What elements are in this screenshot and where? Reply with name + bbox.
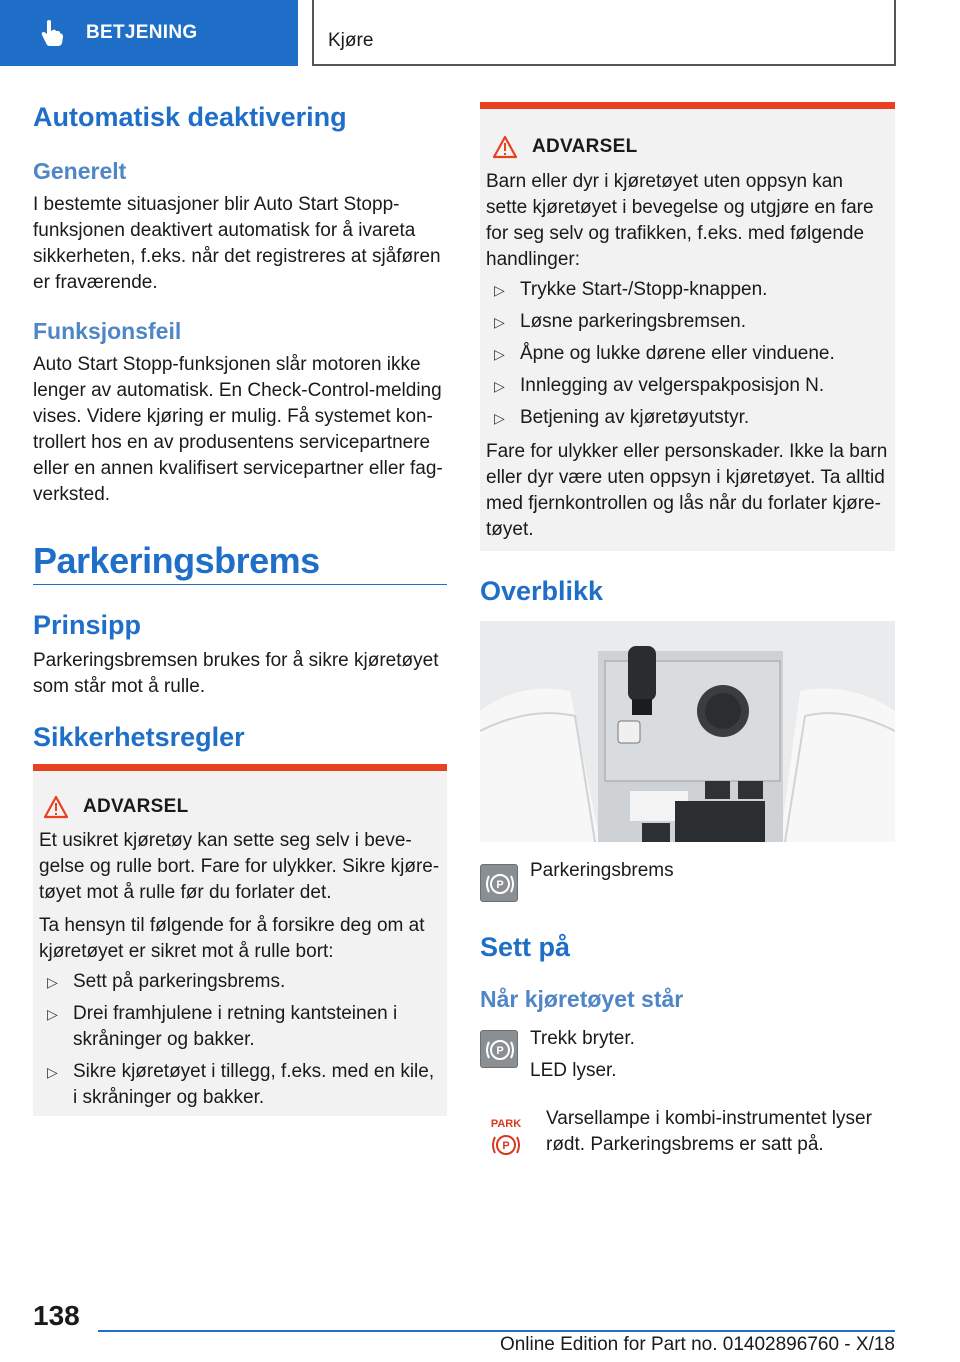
list-item: ▷ Trykke Start-/Stopp-knappen. <box>484 277 767 303</box>
warning-header <box>492 135 638 159</box>
principle-text: Parkeringsbremsen brukes for å sikre kjøretøyet som står mot å rulle. <box>33 650 439 697</box>
step-led-lights: LED lyser. <box>530 1060 617 1081</box>
center-console-photo <box>480 621 895 842</box>
park-warning-lamp-icon <box>486 1116 526 1160</box>
parking-brake-switch-icon <box>480 864 518 902</box>
hand-pointer-icon <box>40 19 64 47</box>
auto-deactivation-heading: Automatisk deaktivering <box>33 102 347 132</box>
bullet-triangle-icon: ▷ <box>494 410 505 426</box>
bullet-triangle-icon: ▷ <box>494 282 505 298</box>
warning-header <box>43 795 189 819</box>
general-heading: Generelt <box>33 158 127 184</box>
fault-text: Auto Start Stopp-funksjonen slår motoren ikke lenger av automatisk. En Check-Control-melding vises. Videre kjøring er mulig. Få systemet kon- trollert hos en av produsentens servicepartnere eller en annen kvalifisert servicepartner eller fag- verksted. <box>33 354 443 505</box>
photo-caption: Parkeringsbrems <box>530 860 674 881</box>
warning-title: ADVARSEL <box>532 136 638 157</box>
svg-text:P: P <box>496 1045 504 1057</box>
warning-box-left <box>33 764 447 1116</box>
standing-heading: Når kjøretøyet står <box>480 986 684 1012</box>
bullet-triangle-icon: ▷ <box>494 314 505 330</box>
warning-triangle-icon <box>43 795 69 819</box>
bullet-triangle-icon: ▷ <box>494 346 505 362</box>
principle-heading: Prinsipp <box>33 610 142 640</box>
warning-triangle-icon <box>492 135 518 159</box>
chapter-label: Kjøre <box>328 30 374 51</box>
footer-rule <box>98 1330 895 1332</box>
title-rule <box>33 584 447 585</box>
list-item: ▷ Sett på parkeringsbrems. <box>37 969 285 995</box>
warning-box-right <box>480 102 895 551</box>
list-item: ▷ Betjening av kjøretøyutstyr. <box>484 405 749 431</box>
fault-heading: Funksjonsfeil <box>33 318 182 344</box>
list-item: ▷ Sikre kjøretøyet i tillegg, f.eks. med en kile, i skråninger og bakker. <box>37 1059 434 1111</box>
svg-text:P: P <box>502 1140 510 1152</box>
warning-lamp-text: Varsellampe i kombi-instrumentet lyser rødt. Parkeringsbrems er satt på. <box>546 1108 872 1155</box>
bullet-triangle-icon: ▷ <box>47 1064 58 1080</box>
warning-text-1: Barn eller dyr i kjøretøyet uten oppsyn kan sette kjøretøyet i bevegelse og utgjøre en fare for seg selv og trafikken, f.eks. med følgende handlinger: <box>486 171 874 270</box>
safety-heading: Sikkerhetsregler <box>33 722 245 752</box>
list-item: ▷ Åpne og lukke dørene eller vinduene. <box>484 341 835 367</box>
chapter-box <box>312 0 896 66</box>
apply-heading: Sett på <box>480 932 571 962</box>
step-pull-switch: Trekk bryter. <box>530 1028 635 1049</box>
warning-text-1: Et usikret kjøretøy kan sette seg selv i beve- gelse og rulle bort. Fare for ulykker. Sikre kjøre- tøyet mot å rulle før du forlater det. <box>39 830 440 903</box>
warning-text-2: Ta hensyn til følgende for å forsikre deg om at kjøretøyet er sikret mot å rulle bort: <box>39 915 425 962</box>
overview-heading: Overblikk <box>480 576 604 606</box>
parking-brake-switch-icon <box>480 1030 518 1068</box>
warning-title: ADVARSEL <box>83 796 189 817</box>
page-header <box>0 0 960 66</box>
list-item: ▷ Innlegging av velgerspakposisjon N. <box>484 373 824 399</box>
bullet-triangle-icon: ▷ <box>47 974 58 990</box>
list-item: ▷ Løsne parkeringsbremsen. <box>484 309 746 335</box>
section-tab <box>0 0 298 66</box>
page-number: 138 <box>33 1300 80 1331</box>
general-text: I bestemte situasjoner blir Auto Start Stopp- funksjonen deaktivert automatisk for å ivareta sikkerheten, f.eks. når det registreres at sjåføren er fraværende. <box>33 194 441 293</box>
bullet-triangle-icon: ▷ <box>494 378 505 394</box>
list-item: ▷ Drei framhjulene i retning kantsteinen i skråninger og bakker. <box>37 1001 397 1053</box>
parking-brake-title: Parkeringsbrems <box>33 540 320 581</box>
edition-text: Online Edition for Part no. 01402896760 - X/18 <box>499 1334 895 1355</box>
park-label: PARK <box>490 1118 522 1130</box>
svg-text:P: P <box>496 879 504 891</box>
warning-text-2: Fare for ulykker eller personskader. Ikke la barn eller dyr være uten oppsyn i kjøretøyet. Ta alltid med fjernkontrollen og lås når du forlater kjøre- tøyet. <box>486 441 888 540</box>
section-label: BETJENING <box>86 22 198 43</box>
bullet-triangle-icon: ▷ <box>47 1006 58 1022</box>
